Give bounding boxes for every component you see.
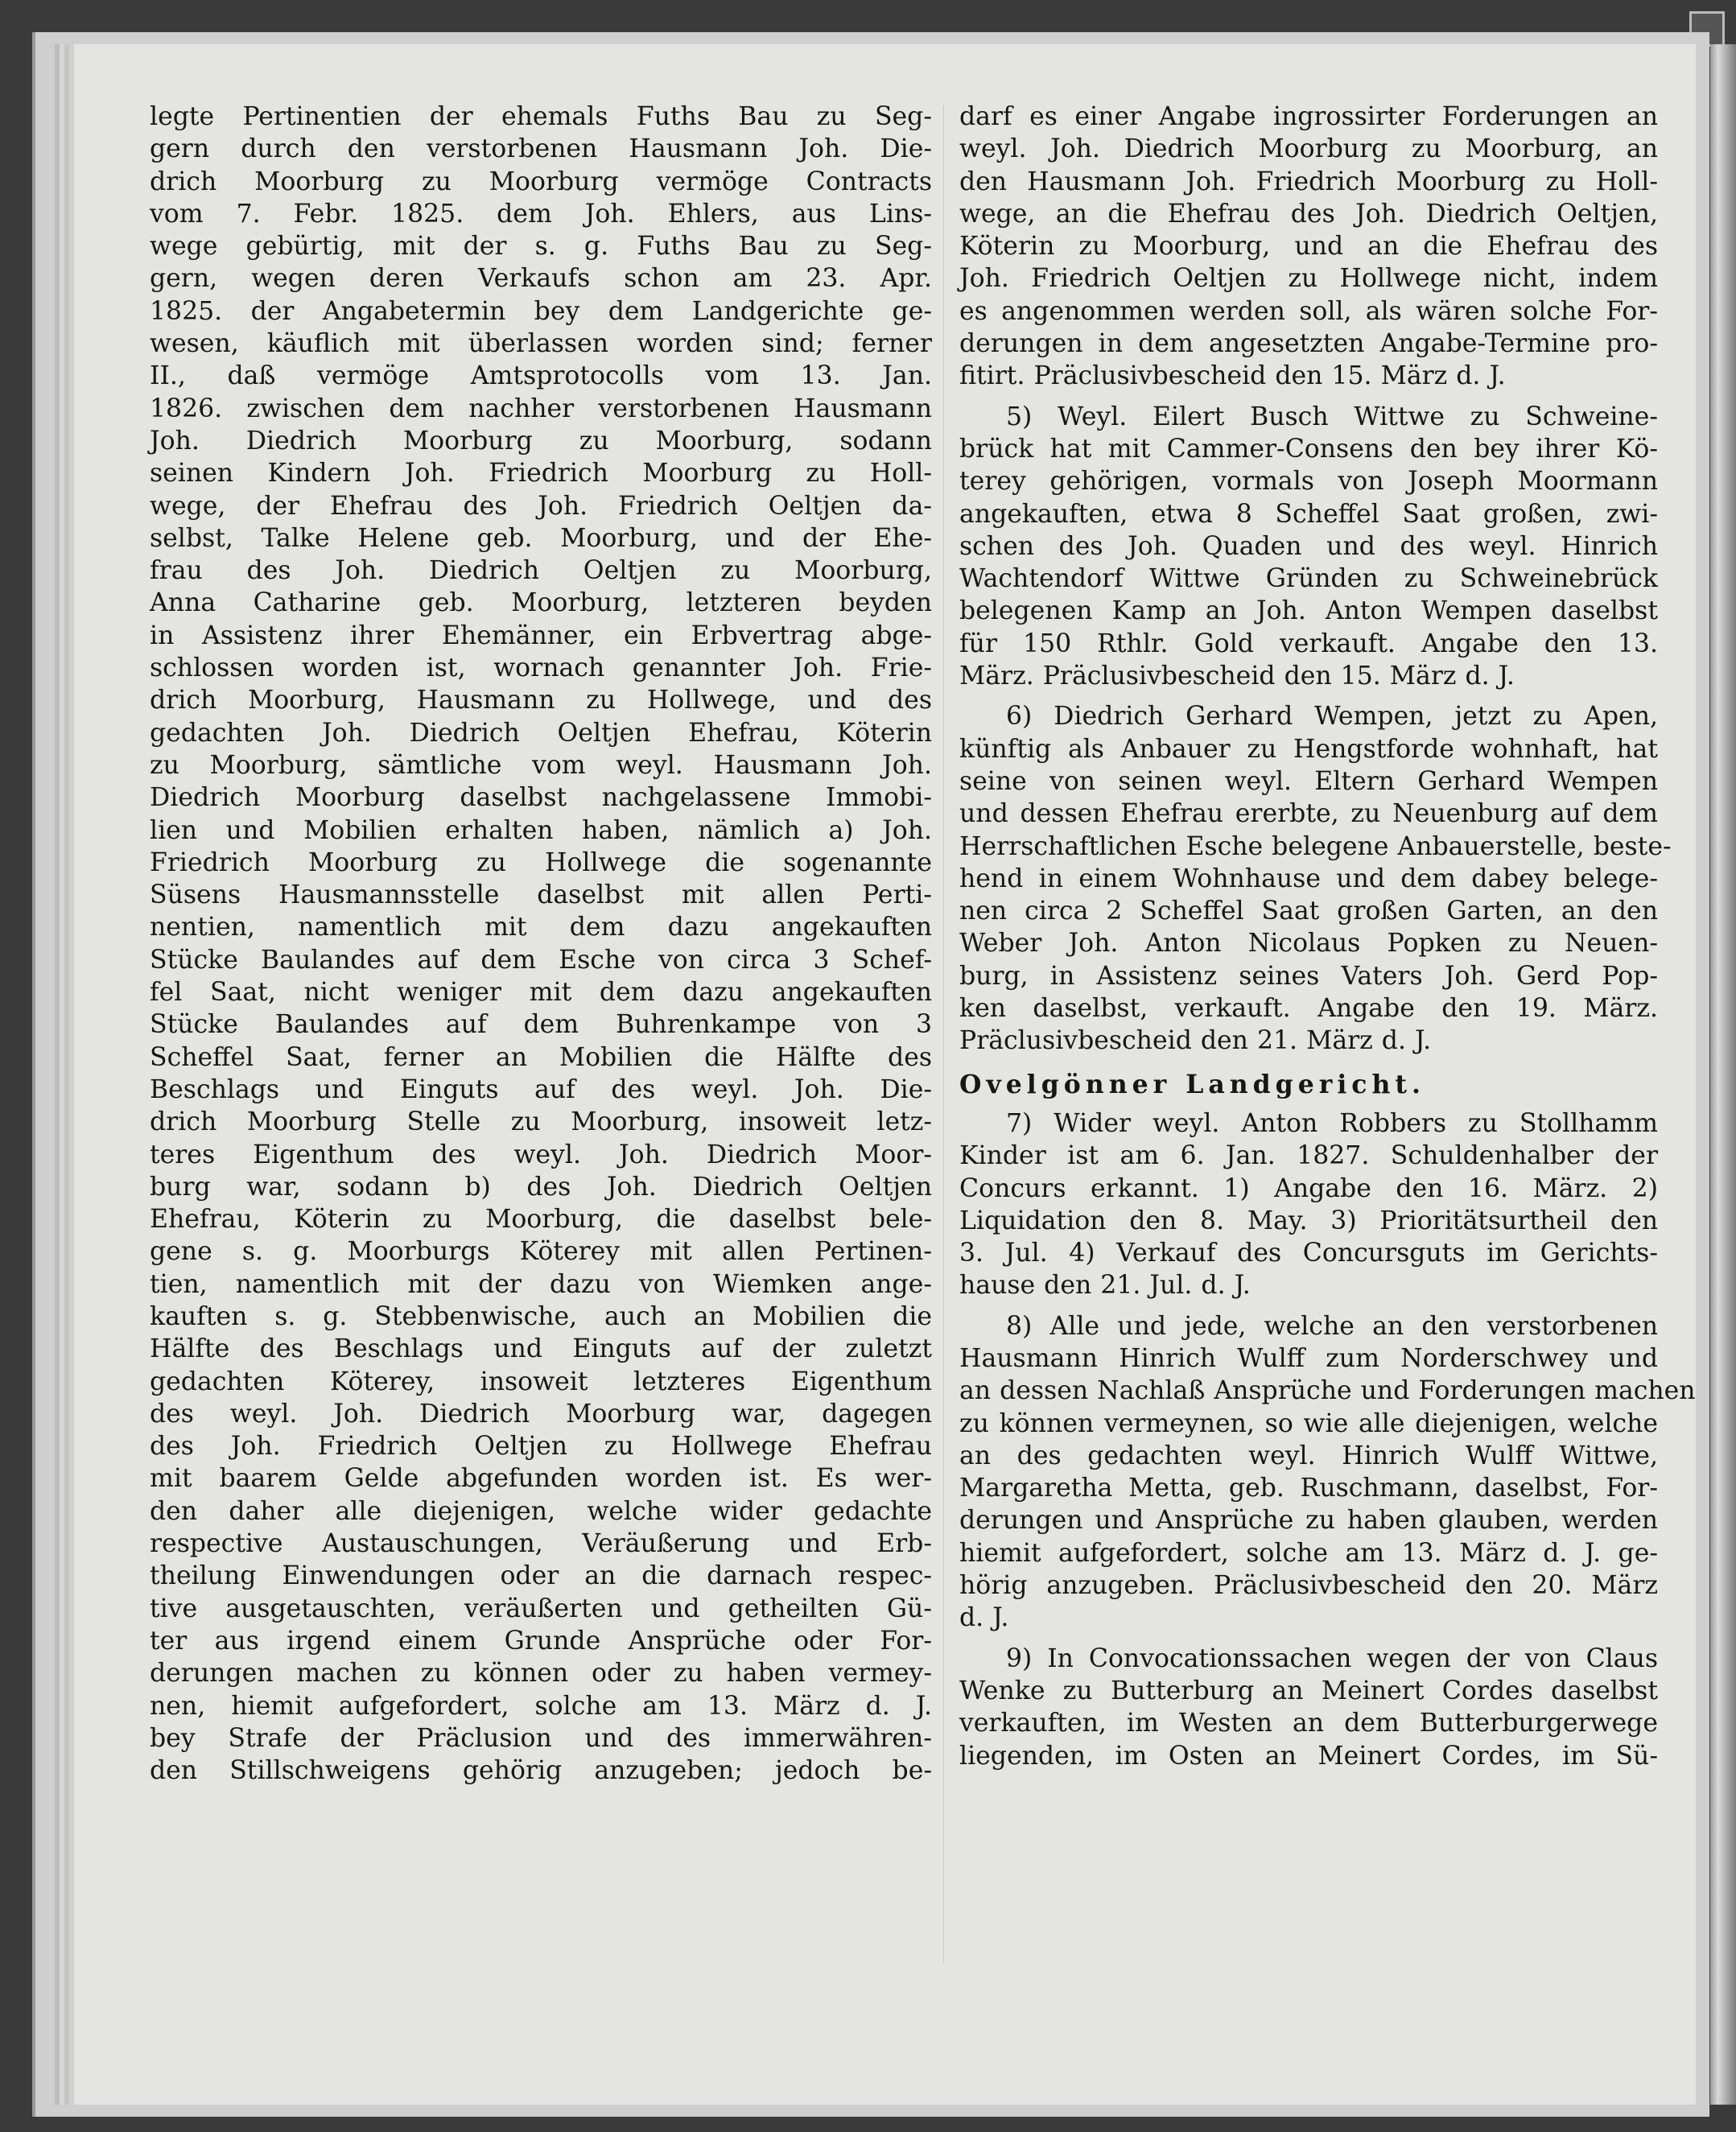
text-line: Präclusivbescheid den 21. März d. J. bbox=[959, 1026, 1432, 1056]
text-line: März. Präclusivbescheid den 15. März d. J. bbox=[959, 662, 1515, 691]
text-line: legte Pertinentien der ehemals Fuths Bau zu Seg- bbox=[150, 102, 932, 131]
text-line: mit baarem Gelde abgefunden worden ist. Es wer- bbox=[150, 1464, 932, 1494]
text-line: belegenen Kamp an Joh. Anton Wempen daselbst bbox=[959, 596, 1658, 626]
text-line: respective Austauschungen, Veräußerung und Erb- bbox=[150, 1529, 932, 1559]
text-line: angekauften, etwa 8 Scheffel Saat großen, zwi- bbox=[959, 499, 1658, 529]
text-line: Kinder ist am 6. Jan. 1827. Schuldenhalber der bbox=[959, 1141, 1658, 1171]
text-line: Herrschaftlichen Esche belegene Anbauerstelle, beste- bbox=[959, 831, 1672, 861]
text-line: wesen, käuflich mit überlassen worden sind; ferner bbox=[150, 329, 932, 359]
text-line: Süsens Hausmannsstelle daselbst mit allen Perti- bbox=[150, 880, 932, 910]
text-line: drich Moorburg, Hausmann zu Hollwege, und des bbox=[150, 686, 932, 715]
text-line: d. J. bbox=[959, 1603, 1009, 1633]
text-line: Hälfte des Beschlags und Einguts auf der zuletzt bbox=[150, 1334, 932, 1364]
text-line: künftig als Anbauer zu Hengstforde wohnhaft, hat bbox=[959, 734, 1658, 764]
text-line: selbst, Talke Helene geb. Moorburg, und der Ehe- bbox=[150, 523, 932, 553]
paragraph-6 bbox=[959, 700, 1672, 1057]
text-line: hend in einem Wohnhause und dem dabey belege- bbox=[959, 864, 1658, 893]
text-line: lien und Mobilien erhalten haben, nämlich a) Joh. bbox=[150, 815, 932, 845]
text-line: seine von seinen weyl. Eltern Gerhard Wempen bbox=[959, 766, 1658, 796]
text-line: Stücke Baulandes auf dem Esche von circa 3 Schef- bbox=[150, 945, 932, 975]
paragraph-7 bbox=[959, 1107, 1658, 1302]
section-heading: Ovelgönner Landgericht. bbox=[959, 1069, 1425, 1099]
text-line: 7) Wider weyl. Anton Robbers zu Stollhamm bbox=[1006, 1108, 1658, 1138]
text-line: tive ausgetauschten, veräußerten und getheilten Gü- bbox=[150, 1594, 932, 1623]
text-line: Liquidation den 8. May. 3) Prioritätsurtheil den bbox=[959, 1206, 1658, 1235]
text-line: Wenke zu Butterburg an Meinert Cordes daselbst bbox=[959, 1676, 1658, 1705]
text-line: nentien, namentlich mit dem dazu angekauften bbox=[150, 913, 932, 942]
text-line: brück hat mit Cammer-Consens den bey ihrer Kö- bbox=[959, 434, 1658, 464]
text-line: 8) Alle und jede, welche an den verstorbenen bbox=[1006, 1311, 1658, 1341]
text-line: burg war, sodann b) des Joh. Diedrich Oeltjen bbox=[150, 1172, 932, 1202]
text-line: hiemit aufgefordert, solche am 13. März d. J. ge- bbox=[959, 1538, 1658, 1568]
text-line: gern durch den verstorbenen Hausmann Joh. Die- bbox=[150, 134, 932, 164]
text-line: 9) In Convocationssachen wegen der von Claus bbox=[1006, 1643, 1658, 1673]
text-line: 1825. der Angabetermin bey dem Landgerichte ge- bbox=[150, 296, 932, 326]
text-line: Stücke Baulandes auf dem Buhrenkampe von 3 bbox=[150, 1010, 932, 1040]
book-spine bbox=[1710, 44, 1736, 2105]
text-line: drich Moorburg Stelle zu Moorburg, insoweit letz- bbox=[150, 1107, 932, 1137]
right-column bbox=[959, 101, 1696, 1772]
text-line: gedachten Joh. Diedrich Oeltjen Ehefrau, Köterin bbox=[150, 718, 932, 748]
text-line: hörig anzugeben. Präclusivbescheid den 20. März bbox=[959, 1571, 1658, 1601]
text-line: Köterin zu Moorburg, und an die Ehefrau des bbox=[959, 232, 1658, 262]
text-line: fitirt. Präclusivbescheid den 15. März d. J. bbox=[959, 361, 1506, 391]
text-line: nen, hiemit aufgefordert, solche am 13. März d. J. bbox=[150, 1691, 932, 1721]
text-line: ter aus irgend einem Grunde Ansprüche oder For- bbox=[150, 1626, 932, 1656]
paragraph-gap bbox=[959, 1635, 1658, 1643]
text-line: wege, an die Ehefrau des Joh. Diedrich Oeltjen, bbox=[959, 199, 1658, 229]
text-line: Wachtendorf Wittwe Gründen zu Schweinebrück bbox=[959, 564, 1658, 594]
text-line: 3. Jul. 4) Verkauf des Concursguts im Gerichts- bbox=[959, 1239, 1658, 1268]
text-line: den Stillschweigens gehörig anzugeben; jedoch be- bbox=[150, 1756, 932, 1786]
text-line: fel Saat, nicht weniger mit dem dazu angekauften bbox=[150, 978, 932, 1008]
paragraph-gap bbox=[959, 1302, 1658, 1310]
paragraph-continuation bbox=[959, 101, 1658, 393]
text-line: Concurs erkannt. 1) Angabe den 16. März. 2) bbox=[959, 1173, 1658, 1203]
text-line: gedachten Köterey, insoweit letzteres Eigenthum bbox=[150, 1367, 932, 1396]
text-line: gene s. g. Moorburgs Köterey mit allen Pertinen- bbox=[150, 1237, 932, 1267]
text-line: hause den 21. Jul. d. J. bbox=[959, 1271, 1251, 1301]
text-line: für 150 Rthlr. Gold verkauft. Angabe den 13. bbox=[959, 629, 1658, 658]
text-line: und dessen Ehefrau ererbte, zu Neuenburg auf dem bbox=[959, 799, 1658, 829]
text-line: weyl. Joh. Diedrich Moorburg zu Moorburg, an bbox=[959, 134, 1658, 164]
text-line: Scheffel Saat, ferner an Mobilien die Hälfte des bbox=[150, 1042, 932, 1072]
text-line: Diedrich Moorburg daselbst nachgelassene Immobi- bbox=[150, 783, 932, 813]
text-line: den Hausmann Joh. Friedrich Moorburg zu Holl- bbox=[959, 167, 1658, 196]
text-line: burg, in Assistenz seines Vaters Joh. Gerd Pop- bbox=[959, 961, 1658, 991]
text-line: schen des Joh. Quaden und des weyl. Hinrich bbox=[959, 531, 1658, 561]
text-line: Anna Catharine geb. Moorburg, letzteren beyden bbox=[150, 588, 932, 618]
text-line: an des gedachten weyl. Hinrich Wulff Wittwe, bbox=[959, 1441, 1658, 1470]
text-line: seinen Kindern Joh. Friedrich Moorburg zu Holl- bbox=[150, 459, 932, 489]
text-line: vom 7. Febr. 1825. dem Joh. Ehlers, aus Lins- bbox=[150, 199, 932, 229]
text-line: an dessen Nachlaß Ansprüche und Forderungen machen bbox=[959, 1376, 1696, 1406]
text-line: derungen in dem angesetzten Angabe-Termine pro- bbox=[959, 329, 1658, 359]
text-line: den daher alle diejenigen, welche wider gedachte bbox=[150, 1496, 932, 1526]
text-line: Friedrich Moorburg zu Hollwege die sogenannte bbox=[150, 847, 932, 877]
paragraph-8 bbox=[959, 1310, 1696, 1635]
text-line: gern, wegen deren Verkaufs schon am 23. Apr. bbox=[150, 264, 932, 294]
text-line: darf es einer Angabe ingrossirter Forderungen an bbox=[959, 102, 1658, 131]
text-line: Weber Joh. Anton Nicolaus Popken zu Neuen- bbox=[959, 929, 1658, 959]
text-line: des Joh. Friedrich Oeltjen zu Hollwege Ehefrau bbox=[150, 1432, 932, 1462]
text-line: wege gebürtig, mit der s. g. Fuths Bau zu Seg- bbox=[150, 232, 932, 262]
text-line: es angenommen werden soll, als wären solche For- bbox=[959, 296, 1658, 326]
text-line: schlossen worden ist, wornach genannter Joh. Frie- bbox=[150, 654, 932, 683]
text-line: Joh. Diedrich Moorburg zu Moorburg, sodann bbox=[150, 426, 932, 456]
text-line: verkauften, im Westen an dem Butterburgerwege bbox=[959, 1709, 1658, 1738]
text-line: derungen machen zu können oder zu haben vermey- bbox=[150, 1659, 932, 1689]
text-line: Joh. Friedrich Oeltjen zu Hollwege nicht, indem bbox=[959, 264, 1658, 294]
text-line: Margaretha Metta, geb. Ruschmann, daselbst, For- bbox=[959, 1474, 1658, 1503]
text-line: 1826. zwischen dem nachher verstorbenen Hausmann bbox=[150, 394, 932, 423]
text-line: des weyl. Joh. Diedrich Moorburg war, dagegen bbox=[150, 1399, 932, 1429]
text-line: derungen und Ansprüche zu haben glauben, werden bbox=[959, 1506, 1658, 1536]
text-line: zu Moorburg, sämtliche vom weyl. Hausmann Joh. bbox=[150, 750, 932, 780]
text-line: in Assistenz ihrer Ehemänner, ein Erbvertrag abge- bbox=[150, 621, 932, 650]
text-line: 5) Weyl. Eilert Busch Wittwe zu Schweine- bbox=[1006, 402, 1658, 431]
text-line: Beschlags und Einguts auf des weyl. Joh. Die- bbox=[150, 1074, 932, 1104]
text-line: kauften s. g. Stebbenwische, auch an Mobilien die bbox=[150, 1301, 932, 1331]
text-line: tien, namentlich mit der dazu von Wiemken ange- bbox=[150, 1269, 932, 1299]
text-line: Ehefrau, Köterin zu Moorburg, die daselbst bele- bbox=[150, 1205, 932, 1235]
left-column bbox=[150, 101, 932, 1787]
text-line: theilung Einwendungen oder an die darnach respec- bbox=[150, 1561, 932, 1591]
text-line: terey gehörigen, vormals von Joseph Moormann bbox=[959, 467, 1658, 497]
text-line: II., daß vermöge Amtsprotocolls vom 13. Jan. bbox=[150, 361, 932, 391]
text-line: nen circa 2 Scheffel Saat großen Garten, an den bbox=[959, 897, 1658, 926]
left-column-text bbox=[150, 101, 932, 1787]
text-line: drich Moorburg zu Moorburg vermöge Contracts bbox=[150, 167, 932, 196]
column-divider bbox=[943, 105, 944, 1964]
paragraph-gap bbox=[959, 393, 1658, 401]
text-line: bey Strafe der Präclusion und des immerwähren- bbox=[150, 1723, 932, 1753]
text-line: ken daselbst, verkauft. Angabe den 19. März. bbox=[959, 994, 1658, 1024]
text-line: liegenden, im Osten an Meinert Cordes, im Sü- bbox=[959, 1741, 1658, 1771]
text-line: zu können vermeynen, so wie alle diejenigen, welche bbox=[959, 1408, 1658, 1438]
paragraph-gap bbox=[959, 692, 1658, 700]
text-line: frau des Joh. Diedrich Oeltjen zu Moorburg, bbox=[150, 556, 932, 586]
text-line: Hausmann Hinrich Wulff zum Norderschwey und bbox=[959, 1343, 1658, 1373]
text-line: 6) Diedrich Gerhard Wempen, jetzt zu Apen, bbox=[1006, 702, 1658, 732]
text-line: wege, der Ehefrau des Joh. Friedrich Oeltjen da- bbox=[150, 491, 932, 521]
paragraph-9 bbox=[959, 1643, 1658, 1772]
text-line: teres Eigenthum des weyl. Joh. Diedrich Moor- bbox=[150, 1140, 932, 1169]
paragraph-5 bbox=[959, 401, 1658, 693]
